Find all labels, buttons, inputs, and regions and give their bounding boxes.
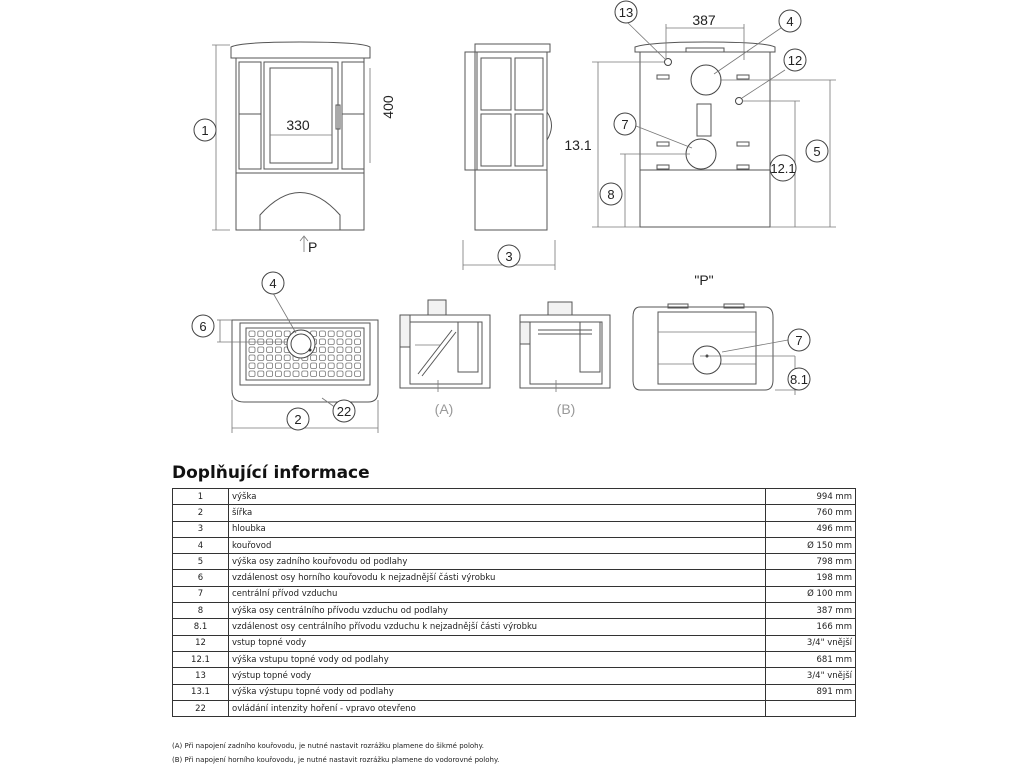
spec-desc-cell: hloubka (229, 521, 766, 537)
grate-cell (249, 347, 255, 353)
grate-cell (267, 363, 273, 369)
grate-cell (275, 347, 281, 353)
grate-cell (346, 355, 352, 361)
spec-no-cell: 13.1 (173, 684, 229, 700)
spec-value-cell: 798 mm (766, 554, 856, 570)
grate-cell (302, 363, 308, 369)
label-d4-plan: 4 (269, 276, 277, 291)
grate-cell (346, 371, 352, 377)
grate-cell (249, 355, 255, 361)
grate-cell (249, 363, 255, 369)
spec-no-cell: 6 (173, 570, 229, 586)
table-row (173, 619, 856, 635)
grate-cell (284, 371, 290, 377)
label-d5: 5 (813, 144, 821, 159)
spec-desc-cell: vzdálenost osy horního kouřovodu k nejzadnější části výrobku (229, 570, 766, 586)
label-view-p-title: "P" (694, 272, 714, 288)
table-row (173, 651, 856, 667)
label-d400: 400 (380, 95, 396, 119)
grate-cell (311, 355, 317, 361)
grate-cell (319, 371, 325, 377)
grate-cell (337, 363, 343, 369)
spec-no-cell: 8 (173, 603, 229, 619)
grate-cell (355, 363, 361, 369)
grate-cell (319, 355, 325, 361)
grate-cell (337, 371, 343, 377)
spec-value-cell: 198 mm (766, 570, 856, 586)
side-view (463, 44, 555, 270)
section-a-view (400, 300, 490, 417)
label-d12: 12 (787, 53, 803, 68)
grate-cell (302, 371, 308, 377)
grate-cell (284, 355, 290, 361)
grate-cell (319, 339, 325, 345)
label-d7-back: 7 (621, 117, 629, 132)
spec-no-cell: 13 (173, 668, 229, 684)
grate-cell (337, 347, 343, 353)
grate-cell (311, 363, 317, 369)
grate-cell (355, 371, 361, 377)
grate-cell (328, 355, 334, 361)
grate-cell (275, 355, 281, 361)
grate-cell (284, 363, 290, 369)
grate-cell (267, 371, 273, 377)
label-d12-1: 12.1 (770, 161, 796, 176)
grate-cell (249, 371, 255, 377)
grate-cell (346, 347, 352, 353)
label-view-p-arrow: P (308, 239, 318, 255)
table-row (173, 505, 856, 521)
label-d13: 13 (618, 5, 634, 20)
spec-value-cell: Ø 150 mm (766, 537, 856, 553)
grate-cell (346, 339, 352, 345)
spec-no-cell: 7 (173, 586, 229, 602)
spec-value-cell: 166 mm (766, 619, 856, 635)
spec-no-cell: 22 (173, 700, 229, 716)
spec-table (172, 488, 856, 717)
back-view (564, 1, 836, 227)
grate-cell (267, 355, 273, 361)
spec-value-cell: 387 mm (766, 603, 856, 619)
table-row (173, 586, 856, 602)
grate-cell (328, 339, 334, 345)
spec-desc-cell: výška (229, 489, 766, 505)
label-d2: 2 (294, 412, 302, 427)
grate-cell (258, 355, 264, 361)
footnote-b: (B) Při napojení horního kouřovodu, je nutné nastavit rozrážku plamene do vodorovné polohy. (172, 756, 500, 764)
grate-cell (319, 331, 325, 337)
top-plan-view (192, 272, 378, 433)
spec-value-cell: 760 mm (766, 505, 856, 521)
spec-no-cell: 8.1 (173, 619, 229, 635)
table-row (173, 537, 856, 553)
label-section-a: (A) (434, 401, 454, 417)
grate-cell (258, 331, 264, 337)
section-title: Doplňující informace (172, 463, 370, 483)
spec-no-cell: 12.1 (173, 651, 229, 667)
label-d8-1: 8.1 (789, 372, 809, 387)
spec-desc-cell: výška osy centrálního přívodu vzduchu od podlahy (229, 603, 766, 619)
grate-cell (267, 331, 273, 337)
spec-no-cell: 2 (173, 505, 229, 521)
grate-cell (258, 363, 264, 369)
footnote-a: (A) Při napojení zadního kouřovodu, je nutné nastavit rozrážku plamene do šikmé polohy. (172, 742, 484, 750)
spec-desc-cell: kouřovod (229, 537, 766, 553)
label-d8: 8 (607, 187, 615, 202)
spec-value-cell: 3/4" vnější (766, 635, 856, 651)
spec-desc-cell: centrální přívod vzduchu (229, 586, 766, 602)
table-row (173, 684, 856, 700)
spec-table-body (173, 489, 856, 717)
label-d13-1: 13.1 (564, 137, 592, 153)
table-row (173, 554, 856, 570)
spec-desc-cell: vstup topné vody (229, 635, 766, 651)
grate-cell (328, 363, 334, 369)
grate-cell (319, 363, 325, 369)
grate-cell (293, 371, 299, 377)
table-row (173, 603, 856, 619)
label-d330: 330 (286, 117, 310, 133)
spec-no-cell: 12 (173, 635, 229, 651)
grate-cell (275, 371, 281, 377)
table-row (173, 570, 856, 586)
grate-cell (355, 347, 361, 353)
grate-cell (355, 339, 361, 345)
spec-value-cell: Ø 100 mm (766, 586, 856, 602)
spec-desc-cell: šířka (229, 505, 766, 521)
grate-cell (319, 347, 325, 353)
grate-cell (258, 371, 264, 377)
label-d6: 6 (199, 319, 207, 334)
spec-value-cell: 496 mm (766, 521, 856, 537)
spec-no-cell: 4 (173, 537, 229, 553)
grate-cell (267, 347, 273, 353)
spec-value-cell (766, 700, 856, 716)
grate-cell (337, 339, 343, 345)
bottom-view-p (633, 272, 810, 395)
table-row (173, 635, 856, 651)
spec-desc-cell: výška osy zadního kouřovodu od podlahy (229, 554, 766, 570)
spec-no-cell: 1 (173, 489, 229, 505)
table-row (173, 668, 856, 684)
table-row (173, 489, 856, 505)
spec-desc-cell: ovládání intenzity hoření - vpravo otevřeno (229, 700, 766, 716)
spec-desc-cell: vzdálenost osy centrálního přívodu vzduchu k nejzadnější části výrobku (229, 619, 766, 635)
label-section-b: (B) (556, 401, 576, 417)
spec-desc-cell: výstup topné vody (229, 668, 766, 684)
grate-cell (337, 331, 343, 337)
grate-cell (249, 331, 255, 337)
grate-cell (328, 347, 334, 353)
grate-cell (328, 331, 334, 337)
grate-cell (311, 371, 317, 377)
spec-desc-cell: výška výstupu topné vody od podlahy (229, 684, 766, 700)
grate-cell (258, 347, 264, 353)
grate-cell (355, 331, 361, 337)
front-view (194, 42, 396, 255)
label-d3: 3 (505, 249, 513, 264)
spec-no-cell: 5 (173, 554, 229, 570)
grate-cell (346, 331, 352, 337)
grate-cell (275, 331, 281, 337)
spec-value-cell: 891 mm (766, 684, 856, 700)
grate-cell (275, 363, 281, 369)
section-b-view (520, 302, 610, 417)
label-d22: 22 (336, 404, 352, 419)
grate-cell (346, 363, 352, 369)
label-d387: 387 (692, 12, 716, 28)
footnotes (172, 739, 499, 767)
label-d4-top: 4 (786, 14, 794, 29)
grate-cell (328, 371, 334, 377)
spec-value-cell: 681 mm (766, 651, 856, 667)
grate-cell (293, 363, 299, 369)
spec-desc-cell: výška vstupu topné vody od podlahy (229, 651, 766, 667)
label-d7-bottom: 7 (795, 333, 803, 348)
spec-value-cell: 3/4" vnější (766, 668, 856, 684)
grate-cell (355, 355, 361, 361)
spec-value-cell: 994 mm (766, 489, 856, 505)
grate-cell (337, 355, 343, 361)
table-row (173, 700, 856, 716)
table-row (173, 521, 856, 537)
spec-no-cell: 3 (173, 521, 229, 537)
label-d1: 1 (201, 123, 209, 138)
